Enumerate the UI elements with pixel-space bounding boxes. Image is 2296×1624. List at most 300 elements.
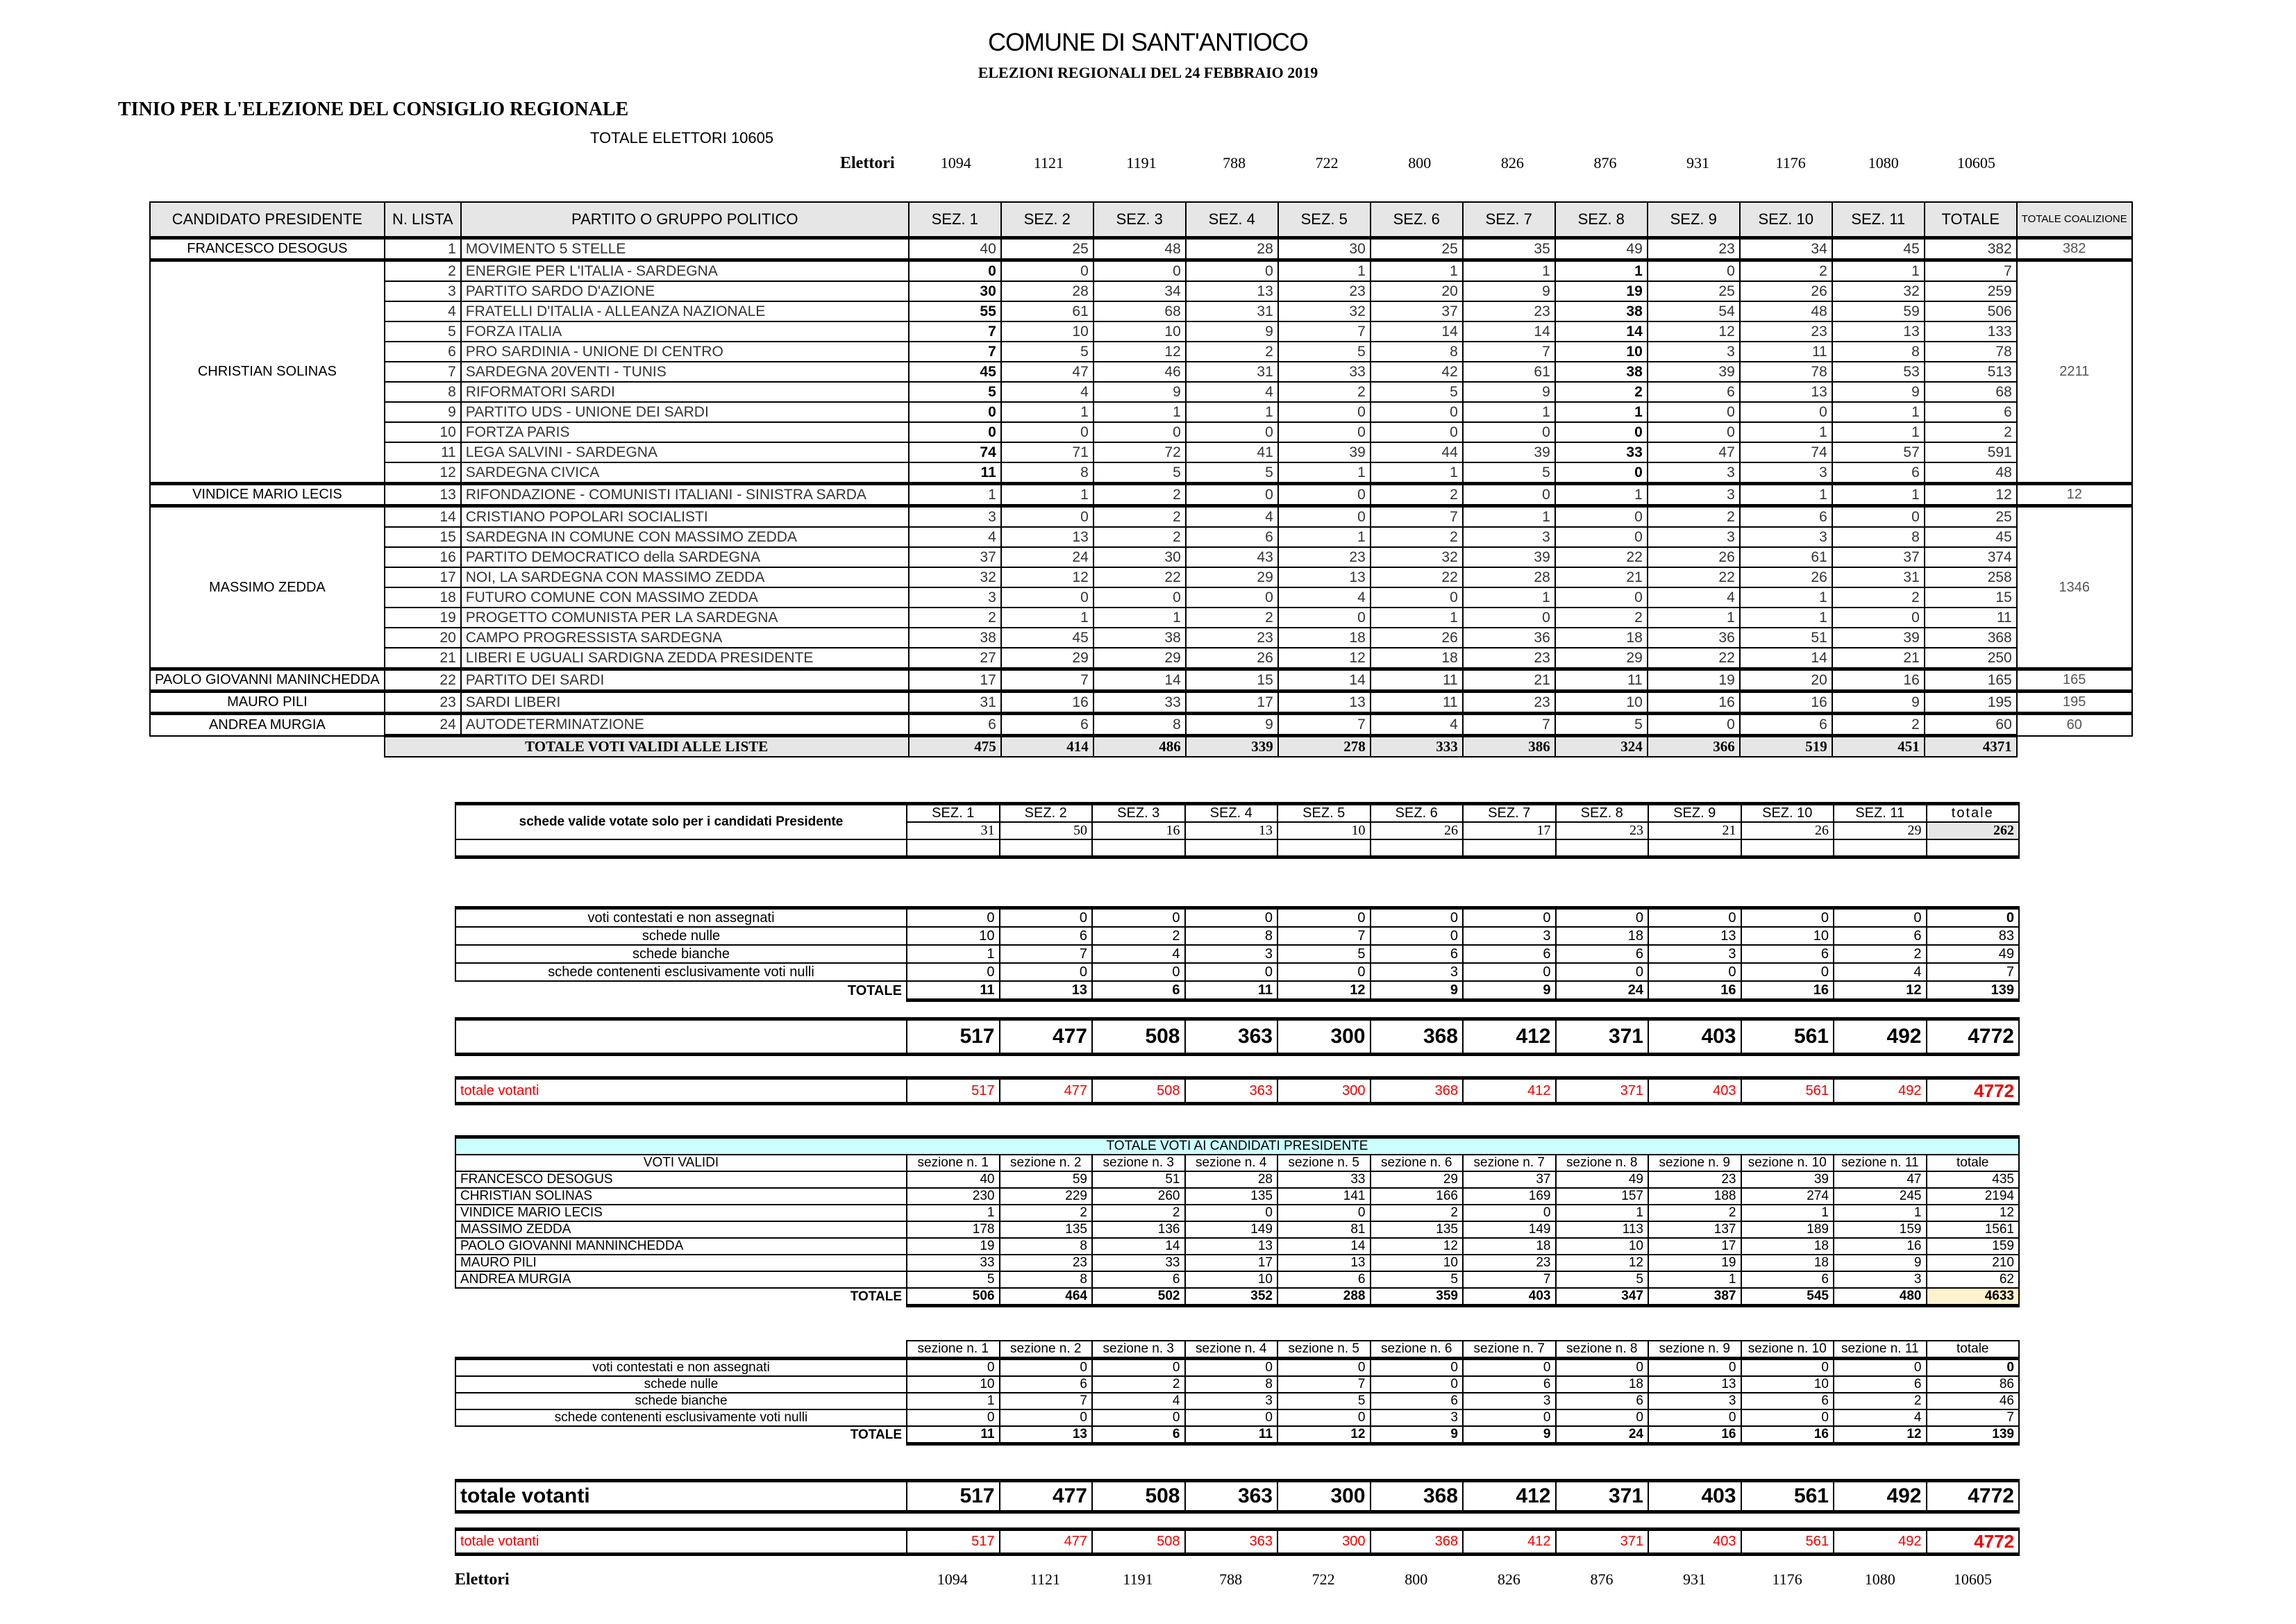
section-value: 18	[1556, 927, 1649, 945]
column-header: sezione n. 4	[1185, 1341, 1278, 1359]
column-header: sezione n. 7	[1463, 1155, 1556, 1171]
section-votes: 6	[1186, 527, 1278, 547]
total-row	[455, 981, 2019, 1001]
voters-value: 1080	[1868, 154, 1899, 171]
section-value: 0	[1648, 1359, 1741, 1377]
section-votes: 5	[1555, 714, 1648, 736]
section-total: 508	[1092, 1481, 1185, 1512]
column-header: SEZ. 9	[1648, 804, 1741, 823]
section-value: 1	[1648, 1271, 1741, 1288]
table-row	[150, 462, 2132, 484]
table-row	[150, 527, 2132, 547]
coalition-total: 60	[2017, 714, 2132, 736]
section-votes: 0	[1648, 402, 1740, 422]
section-value: 0	[1741, 1359, 1834, 1377]
total-value: 347	[1556, 1288, 1649, 1306]
section-total: 412	[1463, 1530, 1556, 1555]
section-value: 5	[1371, 1271, 1464, 1288]
section-votes: 22	[1555, 547, 1648, 567]
voters-value: 826	[1497, 1571, 1520, 1588]
section-votes: 2	[1740, 260, 1832, 282]
section-value: 3	[1463, 927, 1556, 945]
section-votes: 1	[1555, 260, 1648, 282]
section-votes: 22	[1371, 567, 1463, 587]
section-votes: 72	[1093, 442, 1186, 462]
section-value: 0	[1648, 908, 1741, 928]
section-total: 517	[907, 1019, 1000, 1055]
section-votes: 78	[1740, 362, 1832, 382]
row-label: voti contestati e non assegnati	[455, 908, 907, 928]
section-votes: 23	[1463, 692, 1555, 714]
section-total: 477	[1000, 1481, 1093, 1512]
section-value: 0	[1277, 1359, 1371, 1377]
section-votes: 7	[1278, 714, 1371, 736]
row-label: schede bianche	[455, 945, 907, 963]
section-value: 81	[1277, 1221, 1371, 1238]
column-header: sezione n. 7	[1463, 1341, 1556, 1359]
section-votes: 61	[1463, 362, 1555, 382]
section-value: 7	[1927, 963, 2020, 981]
section-value: 29	[1834, 822, 1927, 839]
section-total: 451	[1832, 736, 1925, 757]
section-votes: 0	[1555, 587, 1648, 608]
section-votes: 47	[1648, 442, 1740, 462]
section-total: 561	[1741, 1530, 1834, 1555]
section-votes: 23	[1463, 301, 1555, 321]
section-votes: 36	[1463, 628, 1555, 648]
list-total: 258	[1925, 567, 2017, 587]
section-votes: 0	[909, 422, 1001, 442]
section-votes: 0	[1555, 422, 1648, 442]
section-votes: 0	[1278, 506, 1371, 528]
section-votes: 74	[909, 442, 1001, 462]
section-votes: 1	[1278, 527, 1371, 547]
section-total: 403	[1648, 1078, 1741, 1104]
total-label: TOTALE	[850, 1428, 902, 1443]
section-total: 371	[1556, 1019, 1649, 1055]
section-total: 508	[1092, 1019, 1185, 1055]
section-total: 368	[1371, 1078, 1464, 1104]
list-number: 16	[385, 547, 461, 567]
voters-value: 722	[1312, 1571, 1335, 1588]
section-votes: 40	[909, 238, 1001, 260]
section-value: 0	[1463, 908, 1556, 928]
section-votes: 0	[1093, 422, 1186, 442]
section-value: 8	[1000, 1271, 1093, 1288]
voters-value: 1094	[940, 154, 971, 171]
table-row	[455, 1271, 2019, 1288]
voters-value: 1176	[1772, 1571, 1802, 1588]
section-value: 13	[1185, 822, 1278, 839]
section-votes: 20	[1740, 669, 1832, 692]
section-votes: 24	[1001, 547, 1093, 567]
section-votes: 3	[1648, 484, 1740, 506]
section-total: 368	[1371, 1530, 1464, 1555]
section-votes: 6	[1740, 506, 1832, 528]
section-value: 0	[907, 1359, 1000, 1377]
section-votes: 14	[1093, 669, 1186, 692]
page-title: COMUNE DI SANT'ANTIOCO	[988, 28, 1308, 56]
table-row	[455, 1188, 2019, 1205]
section-value: 260	[1092, 1188, 1185, 1205]
list-number: 2	[385, 260, 461, 282]
party-name: AUTODETERMINATZIONE	[461, 714, 909, 736]
column-header: sezione n. 11	[1834, 1155, 1927, 1171]
section-votes: 57	[1832, 442, 1925, 462]
candidate-name: VINDICE MARIO LECIS	[150, 484, 385, 506]
section-value: 7	[1277, 927, 1371, 945]
empty-cell	[1556, 839, 1649, 857]
section-value: 4	[1834, 963, 1927, 981]
total-row	[455, 1288, 2019, 1306]
section-votes: 74	[1740, 442, 1832, 462]
section-votes: 38	[909, 628, 1001, 648]
section-value: 0	[1000, 908, 1093, 928]
column-header: sezione n. 5	[1277, 1341, 1371, 1359]
column-header: VOTI VALIDI	[455, 1155, 907, 1171]
section-value: 8	[1185, 927, 1278, 945]
column-header: SEZ. 5	[1277, 804, 1371, 823]
section-votes: 4	[1186, 506, 1278, 528]
total-value: 11	[1185, 981, 1278, 1001]
column-header: sezione n. 10	[1741, 1155, 1834, 1171]
row-label: schede contenenti esclusivamente voti nulli	[455, 963, 907, 981]
voters-total-label: totale votanti	[455, 1078, 907, 1104]
section-votes: 12	[1648, 321, 1740, 342]
section-votes: 2	[1186, 608, 1278, 628]
total-value: 24	[1556, 981, 1649, 1001]
section-value: 274	[1741, 1188, 1834, 1205]
section-value: 33	[1277, 1171, 1371, 1188]
section-votes: 19	[1648, 669, 1740, 692]
total-value: 12	[1277, 1426, 1371, 1444]
section-total: 477	[1000, 1530, 1093, 1555]
section-value: 5	[1556, 1271, 1649, 1288]
section-value: 18	[1463, 1238, 1556, 1255]
section-votes: 39	[1463, 442, 1555, 462]
section-votes: 0	[1001, 260, 1093, 282]
column-header: SEZ. 6	[1371, 202, 1463, 238]
section-votes: 33	[1278, 362, 1371, 382]
section-votes: 29	[1555, 648, 1648, 669]
voters-value: 876	[1593, 154, 1617, 171]
section-value: 8	[1000, 1238, 1093, 1255]
section-votes: 2	[1093, 484, 1186, 506]
section-value: 0	[1463, 1359, 1556, 1377]
total-value: 352	[1185, 1288, 1278, 1306]
section-value: 0	[1741, 1409, 1834, 1426]
table-header-row	[150, 202, 2132, 238]
section-value: 9	[1834, 1255, 1927, 1271]
section-value: 6	[1463, 1376, 1556, 1393]
section-votes: 16	[1740, 692, 1832, 714]
section-votes: 17	[909, 669, 1001, 692]
section-value: 7	[1463, 1271, 1556, 1288]
section-votes: 54	[1648, 301, 1740, 321]
section-value: 0	[1927, 908, 2020, 928]
table-row	[455, 945, 2019, 963]
section-votes: 38	[1555, 362, 1648, 382]
section-value: 0	[1371, 927, 1464, 945]
section-value: 3	[1834, 1271, 1927, 1288]
list-total: 11	[1925, 608, 2017, 628]
section-value: 6	[1556, 1393, 1649, 1409]
section-value: 0	[1556, 908, 1649, 928]
section-total: 517	[907, 1530, 1000, 1555]
section-votes: 2	[1278, 382, 1371, 402]
section-votes: 9	[1186, 321, 1278, 342]
candidate-name: CHRISTIAN SOLINAS	[150, 260, 385, 484]
section-votes: 8	[1832, 342, 1925, 362]
section-votes: 5	[1186, 462, 1278, 484]
total-value: 16	[1741, 1426, 1834, 1444]
section-votes: 26	[1186, 648, 1278, 669]
section-value: 6	[1834, 927, 1927, 945]
section-value: 1	[1741, 1205, 1834, 1221]
row-label: schede nulle	[455, 1376, 907, 1393]
total-valid-votes-row	[150, 736, 2132, 757]
column-header: sezione n. 11	[1834, 1341, 1927, 1359]
table-row	[150, 382, 2132, 402]
column-header: TOTALE COALIZIONE	[2017, 202, 2132, 238]
column-header: CANDIDATO PRESIDENTE	[150, 202, 385, 238]
section-votes: 27	[909, 648, 1001, 669]
section-value: 0	[1277, 908, 1371, 928]
row-label: schede bianche	[455, 1393, 907, 1409]
section-votes: 0	[1186, 484, 1278, 506]
section-votes: 0	[1648, 260, 1740, 282]
section-value: 135	[1000, 1221, 1093, 1238]
voters-label: Elettori	[455, 1571, 510, 1589]
section-value: 6	[1371, 1393, 1464, 1409]
list-number: 6	[385, 342, 461, 362]
section-votes: 6	[1648, 382, 1740, 402]
section-value: 62	[1927, 1271, 2020, 1288]
list-total: 12	[1925, 484, 2017, 506]
section-value: 0	[1556, 1409, 1649, 1426]
total-value: 403	[1463, 1288, 1556, 1306]
section-votes: 3	[1648, 342, 1740, 362]
section-value: 10	[1277, 822, 1371, 839]
list-number: 10	[385, 422, 461, 442]
section-votes: 0	[1186, 587, 1278, 608]
section-value: 0	[907, 908, 1000, 928]
total-value: 502	[1092, 1288, 1185, 1306]
section-votes: 17	[1186, 692, 1278, 714]
section-value: 7	[1000, 945, 1093, 963]
column-header: sezione n. 3	[1092, 1155, 1185, 1171]
section-total: 403	[1648, 1019, 1741, 1055]
grand-total-table-2	[455, 1479, 2020, 1514]
section-votes: 11	[1555, 669, 1648, 692]
section-value: 2194	[1927, 1188, 2020, 1205]
table-row	[455, 1376, 2019, 1393]
section-votes: 15	[1186, 669, 1278, 692]
section-value: 13	[1648, 927, 1741, 945]
section-value: 6	[1371, 945, 1464, 963]
section-votes: 11	[1740, 342, 1832, 362]
row-label: voti contestati e non assegnati	[455, 1359, 907, 1377]
section-votes: 3	[1740, 527, 1832, 547]
list-total: 2	[1925, 422, 2017, 442]
section-value: 1	[1834, 1205, 1927, 1221]
header-row	[455, 804, 2019, 823]
section-value: 178	[907, 1221, 1000, 1238]
column-header: SEZ. 1	[907, 804, 1000, 823]
section-votes: 1	[1371, 260, 1463, 282]
section-votes: 0	[1093, 587, 1186, 608]
section-votes: 1	[1093, 402, 1186, 422]
column-header: PARTITO O GRUPPO POLITICO	[461, 202, 909, 238]
voters-value: 1121	[1030, 1571, 1060, 1588]
coalition-total: 382	[2017, 238, 2132, 260]
section-votes: 32	[909, 567, 1001, 587]
party-name: LEGA SALVINI - SARDEGNA	[461, 442, 909, 462]
section-votes: 14	[1555, 321, 1648, 342]
voters-label: Elettori	[840, 154, 895, 172]
section-votes: 59	[1832, 301, 1925, 321]
section-votes: 1	[1463, 402, 1555, 422]
section-votes: 0	[1371, 422, 1463, 442]
column-header: sezione n. 8	[1556, 1341, 1649, 1359]
section-value: 4	[1092, 1393, 1185, 1409]
section-votes: 42	[1371, 362, 1463, 382]
party-name: PARTITO DEMOCRATICO della SARDEGNA	[461, 547, 909, 567]
total-value: 11	[1185, 1426, 1278, 1444]
voters-total-label: totale votanti	[455, 1481, 907, 1512]
section-votes: 4	[909, 527, 1001, 547]
section-value: 2	[1834, 945, 1927, 963]
candidate-name: MAURO PILI	[150, 692, 385, 714]
section-value: 0	[907, 1409, 1000, 1426]
section-value: 33	[1092, 1255, 1185, 1271]
column-header: SEZ. 5	[1278, 202, 1371, 238]
section-votes: 0	[1555, 527, 1648, 547]
party-name: PRO SARDINIA - UNIONE DI CENTRO	[461, 342, 909, 362]
section-votes: 2	[1832, 714, 1925, 736]
total-value: 9	[1463, 981, 1556, 1001]
section-value: 137	[1648, 1221, 1741, 1238]
section-votes: 8	[1001, 462, 1093, 484]
section-votes: 44	[1371, 442, 1463, 462]
list-total: 259	[1925, 281, 2017, 301]
total-value: 13	[1000, 981, 1093, 1001]
section-votes: 6	[909, 714, 1001, 736]
section-votes: 6	[1001, 714, 1093, 736]
section-value: 0	[1741, 908, 1834, 928]
section-value: 6	[1000, 927, 1093, 945]
section-value: 8	[1185, 1376, 1278, 1393]
section-total: 300	[1277, 1078, 1371, 1104]
section-votes: 25	[1371, 238, 1463, 260]
section-value: 23	[1000, 1255, 1093, 1271]
total-value: 359	[1371, 1288, 1464, 1306]
party-name: RIFORMATORI SARDI	[461, 382, 909, 402]
section-votes: 9	[1093, 382, 1186, 402]
section-total: 517	[907, 1481, 1000, 1512]
coalition-total: 165	[2017, 669, 2132, 692]
section-value: 245	[1834, 1188, 1927, 1205]
section-votes: 28	[1186, 238, 1278, 260]
column-header: SEZ. 10	[1740, 202, 1832, 238]
list-number: 1	[385, 238, 461, 260]
section-value: 16	[1092, 822, 1185, 839]
table-row	[455, 1359, 2019, 1377]
column-header: SEZ. 3	[1092, 804, 1185, 823]
section-votes: 28	[1001, 281, 1093, 301]
total-row	[455, 1426, 2019, 1444]
party-name: PARTITO DEI SARDI	[461, 669, 909, 692]
section-votes: 29	[1186, 567, 1278, 587]
total-value: 13	[1000, 1426, 1093, 1444]
section-votes: 13	[1278, 567, 1371, 587]
section-votes: 1	[1001, 402, 1093, 422]
section-value: 40	[907, 1171, 1000, 1188]
section-value: 10	[907, 927, 1000, 945]
section-value: 0	[1371, 1359, 1464, 1377]
section-value: 5	[907, 1271, 1000, 1288]
column-header: sezione n. 4	[1185, 1155, 1278, 1171]
section-value: 0	[1648, 1409, 1741, 1426]
section-votes: 1	[1186, 402, 1278, 422]
section-votes: 0	[1186, 260, 1278, 282]
section-value: 3	[1648, 1393, 1741, 1409]
party-name: FORZA ITALIA	[461, 321, 909, 342]
section-value: 2	[1092, 1376, 1185, 1393]
section-votes: 0	[1278, 484, 1371, 506]
total-value: 24	[1556, 1426, 1649, 1444]
section-votes: 39	[1278, 442, 1371, 462]
voters-value: 10605	[1953, 1571, 1992, 1588]
section-value: 17	[1185, 1255, 1278, 1271]
column-header: sezione n. 8	[1556, 1155, 1649, 1171]
section-votes: 3	[1740, 462, 1832, 484]
section-votes: 0	[1463, 422, 1555, 442]
empty-cell	[907, 839, 1000, 857]
section-votes: 34	[1093, 281, 1186, 301]
section-votes: 5	[1463, 462, 1555, 484]
list-total: 78	[1925, 342, 2017, 362]
section-value: 2	[1834, 1393, 1927, 1409]
list-number: 19	[385, 608, 461, 628]
section-votes: 37	[1832, 547, 1925, 567]
section-votes: 2	[1371, 527, 1463, 547]
section-votes: 31	[909, 692, 1001, 714]
section-value: 0	[1463, 1205, 1556, 1221]
section-votes: 13	[1278, 692, 1371, 714]
column-header: SEZ. 10	[1741, 804, 1834, 823]
list-number: 14	[385, 506, 461, 528]
list-total: 250	[1925, 648, 2017, 669]
section-votes: 9	[1186, 714, 1278, 736]
section-value: 13	[1648, 1376, 1741, 1393]
column-header: SEZ. 7	[1463, 804, 1556, 823]
section-value: 26	[1741, 822, 1834, 839]
voters-value: 1191	[1123, 1571, 1153, 1588]
section-value: 31	[907, 822, 1000, 839]
section-votes: 30	[1093, 547, 1186, 567]
section-votes: 8	[1832, 527, 1925, 547]
total-voters: TOTALE ELETTORI 10605	[590, 129, 774, 147]
section-votes: 30	[909, 281, 1001, 301]
section-total: 300	[1277, 1530, 1371, 1555]
table-row	[455, 1238, 2019, 1255]
column-header: SEZ. 11	[1832, 202, 1925, 238]
party-name: SARDI LIBERI	[461, 692, 909, 714]
section-votes: 35	[1463, 238, 1555, 260]
total-value: 506	[907, 1288, 1000, 1306]
section-votes: 1	[1278, 260, 1371, 282]
